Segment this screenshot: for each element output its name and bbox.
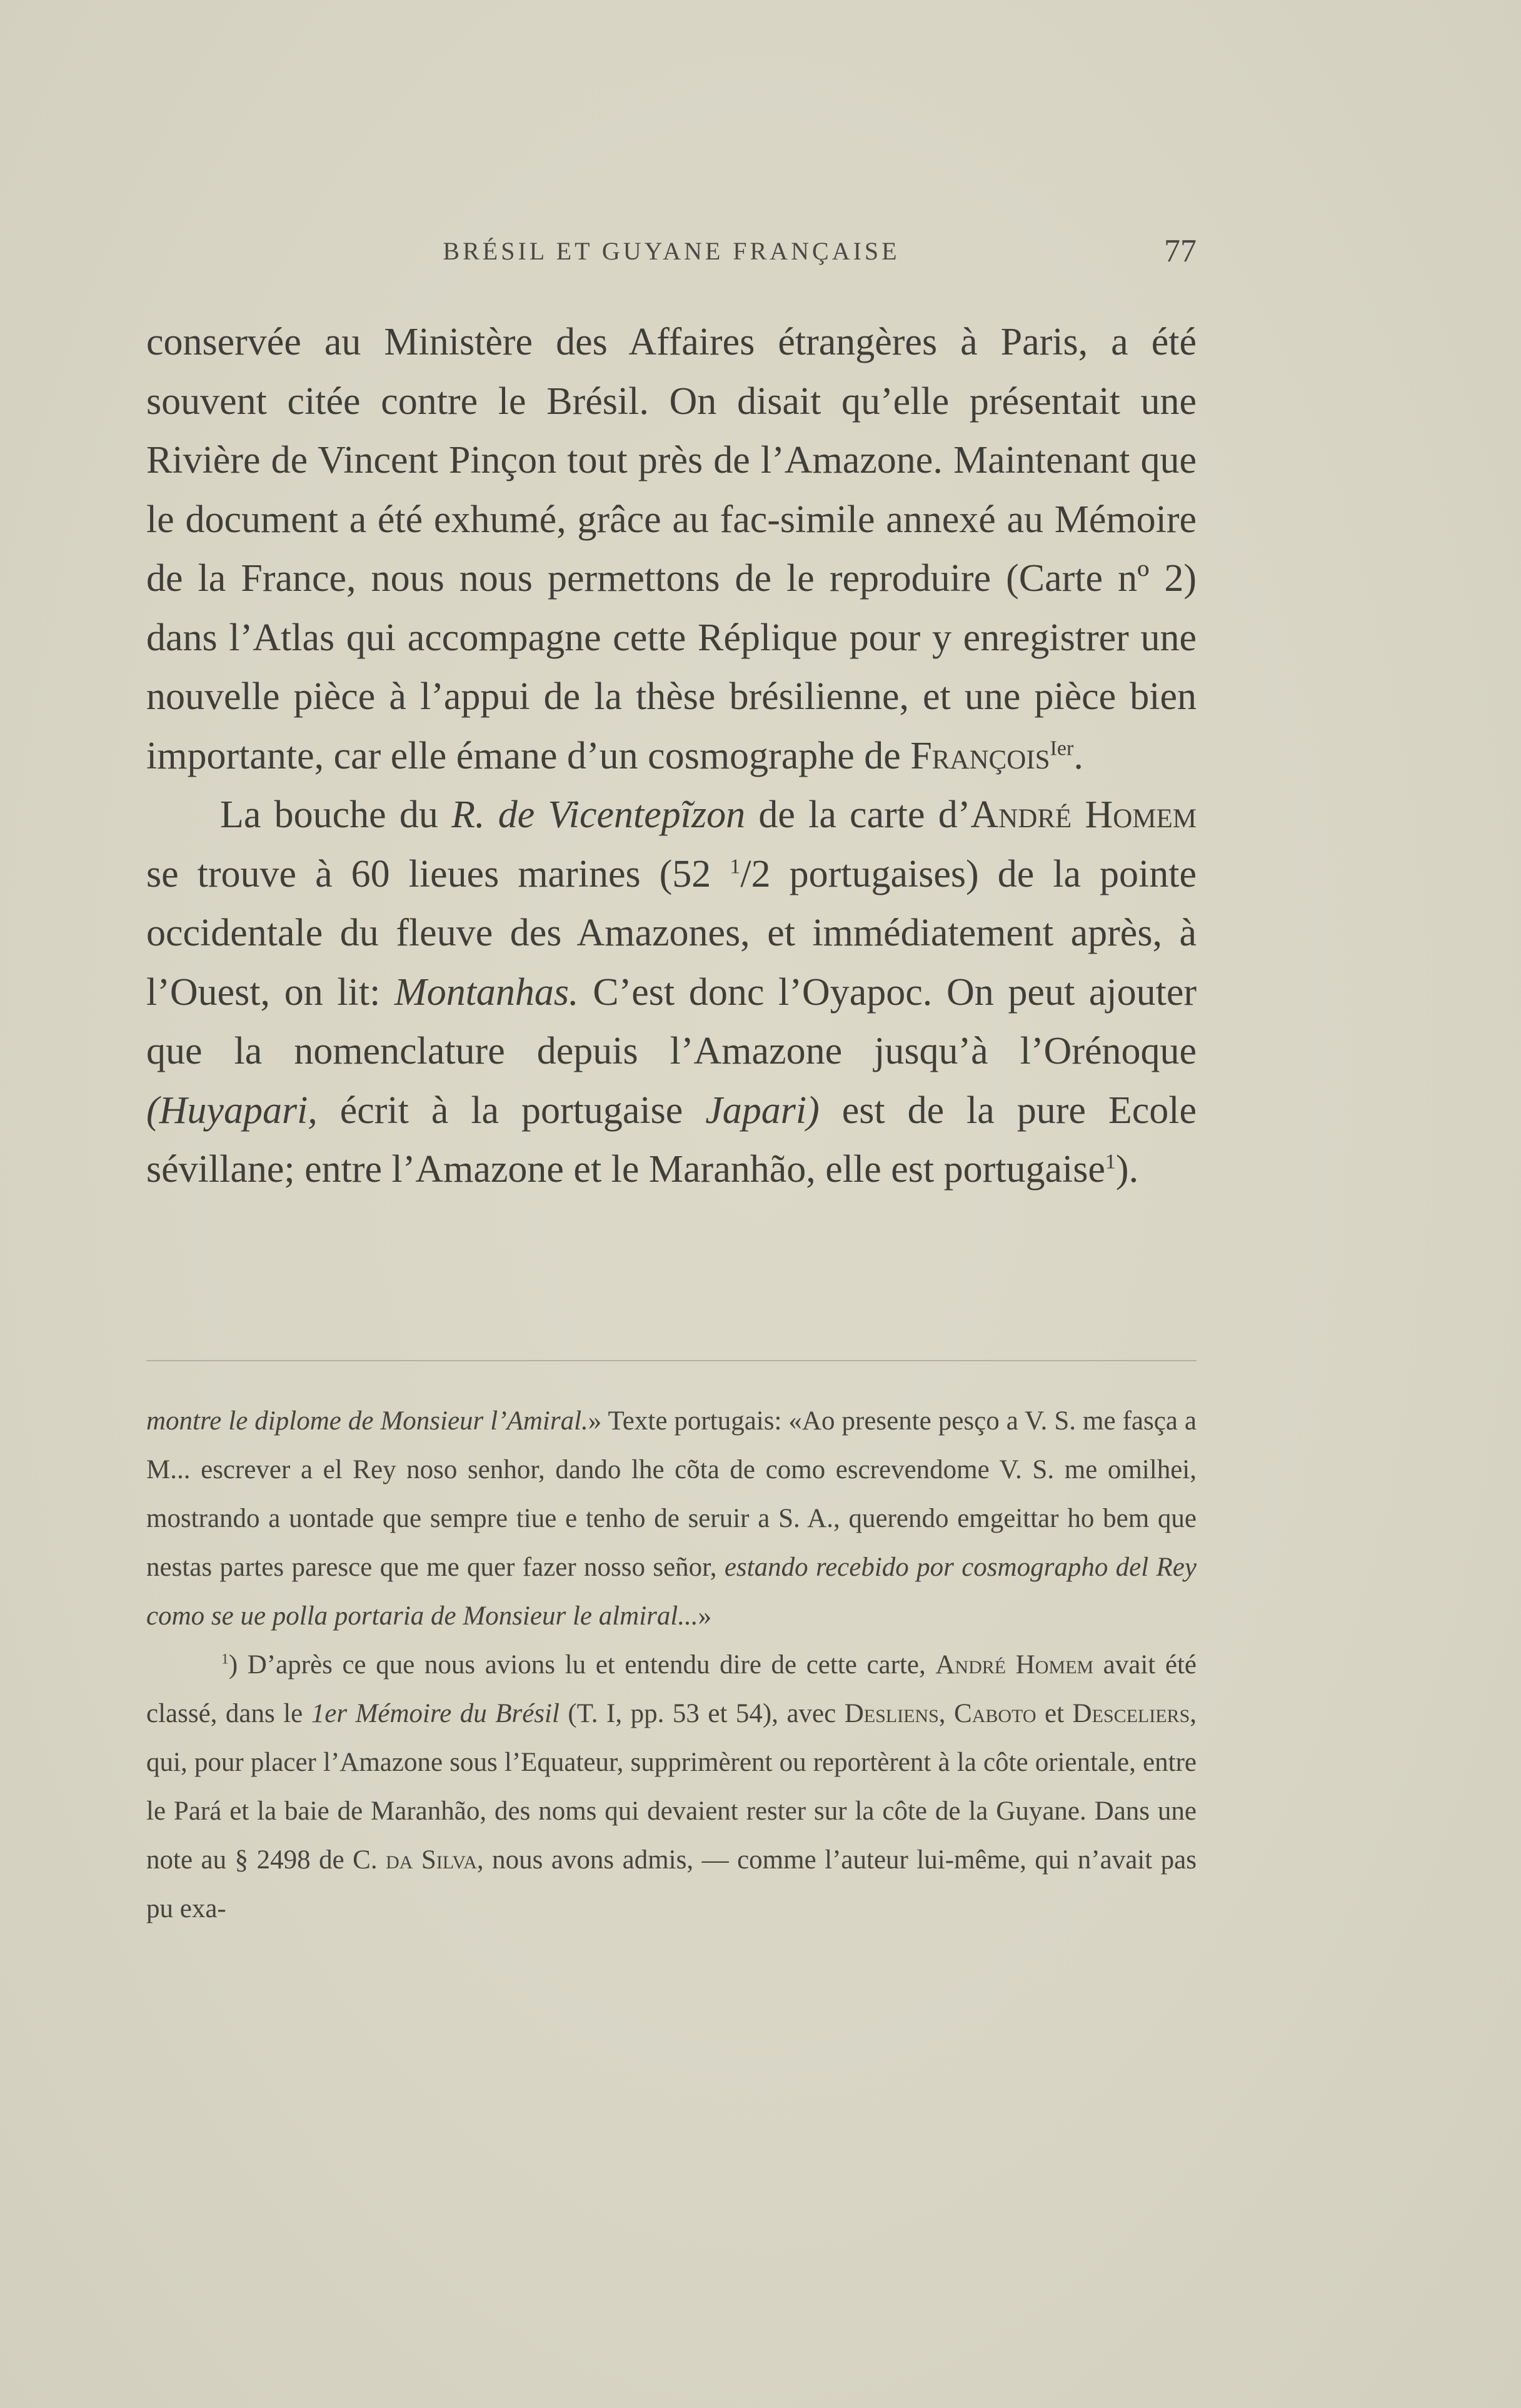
running-title: BRÉSIL ET GUYANE FRANÇAISE <box>443 237 900 265</box>
fraction-denominator: /2 <box>740 852 771 895</box>
footnote-reference[interactable]: 1 <box>1105 1150 1116 1174</box>
place-huyapari: (Huyapari, <box>146 1089 318 1132</box>
running-head <box>146 233 1197 280</box>
footnote-marker: 1 <box>221 1651 229 1668</box>
memoire-title: 1er Mémoire du Brésil <box>311 1699 560 1728</box>
page-number: 77 <box>1164 233 1197 269</box>
river-name: R. de Vicentepĩzon <box>451 793 746 836</box>
paragraph-2: La bouche du R. de Vicentepĩzon de la carte d’André Homem se trouve à 60 lieues marines (52 $^1$/2 portugaises) de la pointe occidentale du fleuve des Amazones, et immédiatement après, à l’Ouest, on lit: Montanhas. C’est donc l’Oyapoc. On peut ajouter que la nomenclature depuis l’Amazone jusqu’à l’Orénoque (Huyapari, écrit à la portugaise Japari) est de la pure Ecole sévillane; entre l’Amazone et le Maranhão, elle est portugaise$^1$). <box>146 793 1197 1191</box>
name-andre-homem: André Homem <box>970 793 1197 836</box>
francois-ordinal: Ier <box>1050 736 1074 760</box>
place-montanhas: Montanhas. <box>394 970 579 1014</box>
place-japari: Japari) <box>705 1089 820 1132</box>
paragraph-1: conservée au Ministère des Affaires étrangères à Paris, a été souvent citée contre le Brésil. On disait qu’elle présentait une Rivière de Vincent Pinçon tout près de l’Amazone. Maintenant que le document a été exhumé, grâce au fac-simile annexé au Mémoire de la France, nous nous permettons de le reproduire (Carte nº 2) dans l’Atlas qui accompagne cette Réplique pour y enregistrer une nouvelle pièce à l’appui de la thèse brésilienne, et une pièce bien importante, car elle émane d’un cosmographe de François$^{Ier}$. <box>146 321 1197 777</box>
main-text <box>146 313 1197 1199</box>
footnote-1: $^1$) D’après ce que nous avions lu et entendu dire de cette carte, André Homem avait été classé, dans le 1er Mémoire du Brésil (T. I, pp. 53 et 54), avec Desliens, Caboto et Desceliers, qui, pour placer l’Amazone sous l’Equateur, supprimèrent ou reportèrent à la côte orientale, entre le Pará et la baie de Maranhão, des noms qui devaient rester sur la côte de la Guyane. Dans une note au § 2498 de C. da Silva, nous avons admis, — comme l’auteur lui-même, qui n’avait pas pu exa- <box>146 1650 1197 1923</box>
name-francois: François <box>910 734 1050 777</box>
footnote-divider <box>146 1360 1197 1361</box>
footnote-continuation: montre le diplome de Monsieur l’Amiral.» Texte portugais: «Ao presente pesço a V. S. me fasça a M... escrever a el Rey noso senhor, dando lhe cõta de como escrevendome V. S. me omilhei, mostrando a uontade que sempre tiue e tenho de seruir a S. A., querendo emgeittar ho bem que nestas partes paresce que me quer fazer nosso señor, estando recebido por cosmographo del Rey como se ue polla portaria de Monsieur le almiral...» <box>146 1406 1197 1631</box>
footnotes <box>146 1397 1197 1933</box>
fraction-numerator: 1 <box>730 854 741 878</box>
